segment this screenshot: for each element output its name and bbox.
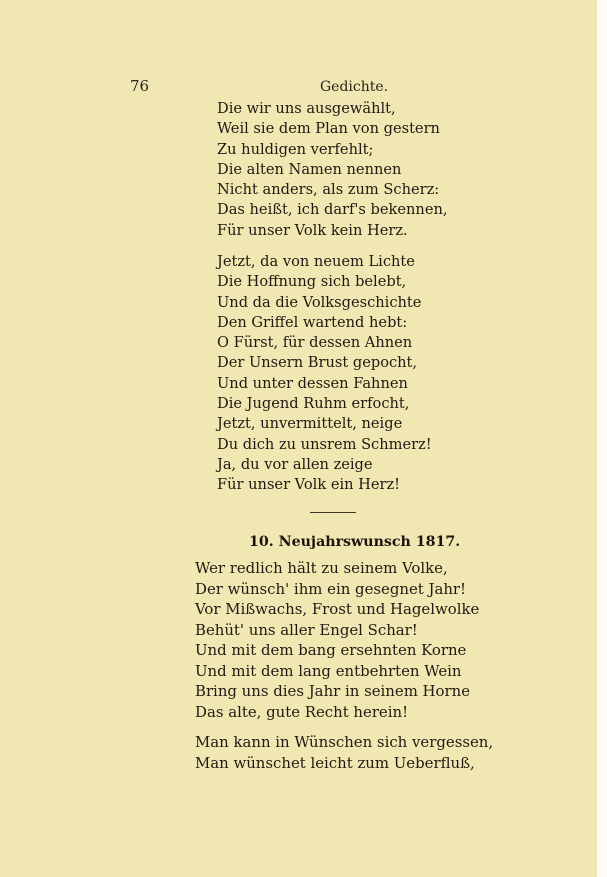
- verse-line: Für unser Volk kein Herz.: [217, 221, 408, 239]
- poem-stanza: [217, 99, 448, 241]
- verse-line: Jetzt, unvermittelt, neige: [217, 415, 403, 433]
- verse-line: Die alten Namen nennen: [217, 160, 402, 178]
- page-header: [130, 77, 470, 99]
- verse-line: Und mit dem bang ersehnten Korne: [195, 641, 467, 659]
- verse-line: Weil sie dem Plan von gestern: [217, 120, 440, 138]
- verse-line: Der wünsch' ihm ein gesegnet Jahr!: [195, 579, 467, 598]
- section-divider: [310, 512, 356, 513]
- verse-line: Ja, du vor allen zeige: [217, 455, 373, 473]
- verse-line: Das heißt, ich darf's bekennen,: [217, 201, 448, 219]
- page-edge: [597, 0, 607, 877]
- poem-stanza: [195, 732, 493, 773]
- running-title: Gedichte.: [320, 79, 389, 95]
- page-number: 76: [130, 77, 150, 95]
- verse-line: Vor Mißwachs, Frost und Hagelwolke: [195, 600, 480, 618]
- verse-line: O Fürst, für dessen Ahnen: [217, 334, 413, 352]
- verse-line: Das alte, gute Recht herein!: [195, 702, 409, 721]
- verse-line: Jetzt, da von neuem Lichte: [217, 253, 415, 270]
- verse-line: Man wünschet leicht zum Ueberfluß,: [195, 753, 475, 772]
- verse-line: Und unter dessen Fahnen: [217, 374, 408, 392]
- poem-stanza: [217, 252, 432, 496]
- verse-line: Behüt' uns aller Engel Schar!: [195, 620, 418, 639]
- verse-line: Die Jugend Ruhm erfocht,: [217, 395, 410, 413]
- verse-line: Man kann in Wünschen sich vergessen,: [195, 733, 494, 751]
- verse-line: Nicht anders, als zum Scherz:: [217, 181, 440, 199]
- verse-line: Der Unsern Brust gepocht,: [217, 354, 418, 372]
- verse-line: Wer redlich hält zu seinem Volke,: [195, 559, 448, 577]
- verse-line: Du dich zu unsrem Schmerz!: [217, 435, 432, 453]
- verse-line: Und mit dem lang entbehrten Wein: [195, 661, 462, 680]
- verse-line: Den Griffel wartend hebt:: [217, 313, 408, 331]
- poem-stanza: [195, 558, 479, 722]
- poem-title: 10. Neujahrswunsch 1817.: [249, 534, 461, 550]
- verse-line: Bring uns dies Jahr in seinem Horne: [195, 682, 471, 700]
- verse-line: Zu huldigen verfehlt;: [217, 140, 374, 158]
- verse-line: Und da die Volksgeschichte: [217, 293, 422, 311]
- verse-line: Die Hoffnung sich belebt,: [217, 273, 407, 291]
- verse-line: Die wir uns ausgewählt,: [217, 100, 396, 117]
- verse-line: Für unser Volk ein Herz!: [217, 476, 401, 494]
